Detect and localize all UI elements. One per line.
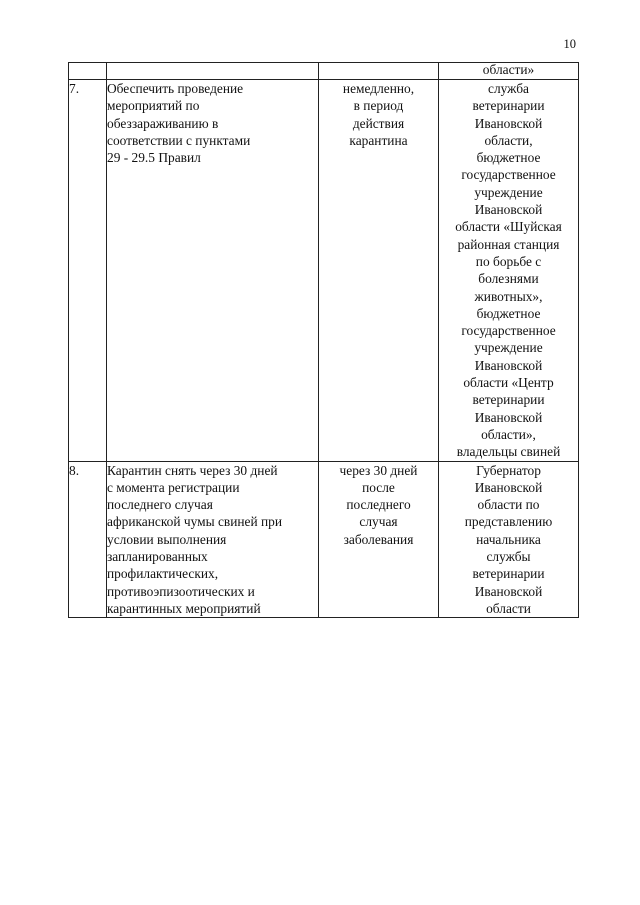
- responsible-line: ветеринарии: [472, 98, 545, 114]
- responsible-line: служба: [488, 81, 529, 96]
- cell-deadline: [319, 63, 439, 80]
- responsible-line: учреждение: [474, 184, 543, 200]
- cell-measure: [107, 80, 319, 462]
- deadline-line: немедленно,: [342, 81, 415, 96]
- responsible-line: Ивановской: [474, 357, 543, 373]
- responsible-line: области»,: [481, 426, 536, 442]
- deadline-line: после: [362, 479, 395, 495]
- responsible-line: Ивановской: [474, 409, 543, 425]
- measure-line: профилактических,: [107, 566, 219, 582]
- responsible-line: учреждение: [474, 340, 543, 356]
- responsible-line: ветеринарии: [472, 566, 545, 582]
- measure-line: условии выполнения: [107, 531, 227, 547]
- cell-number: [69, 461, 107, 618]
- row-number: 8.: [69, 462, 80, 478]
- deadline-line: случая: [359, 514, 398, 530]
- cell-responsible: [439, 80, 579, 462]
- responsible-line: Ивановской: [474, 583, 543, 599]
- responsible-line: области по: [477, 497, 540, 513]
- cell-number: [69, 80, 107, 462]
- cell-responsible: [439, 63, 579, 80]
- responsible-line: владельцы свиней: [456, 444, 561, 460]
- cell-responsible: [439, 461, 579, 618]
- cell-deadline: [319, 461, 439, 618]
- responsible-line: бюджетное: [476, 150, 541, 166]
- cell-deadline: [319, 80, 439, 462]
- deadline-line: в период: [353, 98, 404, 114]
- measure-line: противоэпизоотических и: [107, 583, 255, 599]
- cell-number: [69, 63, 107, 80]
- responsible-line: животных»,: [474, 288, 543, 304]
- responsible-line: области «Центр: [463, 375, 554, 391]
- table-row-continuation: [69, 63, 579, 80]
- deadline-line: карантина: [349, 132, 408, 148]
- responsible-line: болезнями: [478, 271, 539, 287]
- measure-line: запланированных: [107, 549, 208, 565]
- responsible-line: службы: [486, 549, 531, 565]
- responsible-line: Ивановской: [474, 202, 543, 218]
- measure-line: обеззараживанию в: [107, 115, 219, 131]
- deadline-line: через 30 дней: [339, 462, 418, 478]
- cell-measure: [107, 461, 319, 618]
- cell-measure: [107, 63, 319, 80]
- responsible-line: государственное: [461, 167, 556, 183]
- deadline-line: действия: [352, 115, 405, 131]
- responsible-line: районная станция: [457, 236, 560, 252]
- responsible-line: Ивановской: [474, 115, 543, 131]
- measure-line: Обеспечить проведение: [107, 81, 244, 96]
- page-number: 10: [563, 37, 576, 51]
- measure-line: соответствии с пунктами: [107, 132, 251, 148]
- responsible-line: по борьбе с: [475, 253, 542, 269]
- measure-line: 29 - 29.5 Правил: [107, 150, 201, 166]
- responsible-line: представлению: [464, 514, 553, 530]
- measure-line: с момента регистрации: [107, 479, 240, 495]
- measure-line: последнего случая: [107, 497, 213, 513]
- responsible-line: Ивановской: [474, 479, 543, 495]
- deadline-line: последнего: [346, 497, 411, 513]
- responsible-line: области «Шуйская: [455, 219, 562, 235]
- responsible-line: ветеринарии: [472, 392, 545, 408]
- measures-table: [68, 62, 579, 618]
- responsible-line: бюджетное: [476, 305, 541, 321]
- measure-line: карантинных мероприятий: [107, 600, 261, 616]
- responsible-line: области: [486, 600, 531, 616]
- row-number: 7.: [69, 81, 80, 96]
- responsible-line: области»: [482, 62, 535, 77]
- measure-line: африканской чумы свиней при: [107, 514, 283, 530]
- responsible-line: государственное: [461, 323, 556, 339]
- measure-line: Карантин снять через 30 дней: [107, 462, 278, 478]
- responsible-line: области,: [484, 132, 533, 148]
- table-row: [69, 461, 579, 618]
- responsible-line: Губернатор: [476, 462, 541, 478]
- responsible-line: начальника: [476, 531, 541, 547]
- measure-line: мероприятий по: [107, 98, 200, 114]
- table-row: [69, 80, 579, 462]
- deadline-line: заболевания: [343, 531, 414, 547]
